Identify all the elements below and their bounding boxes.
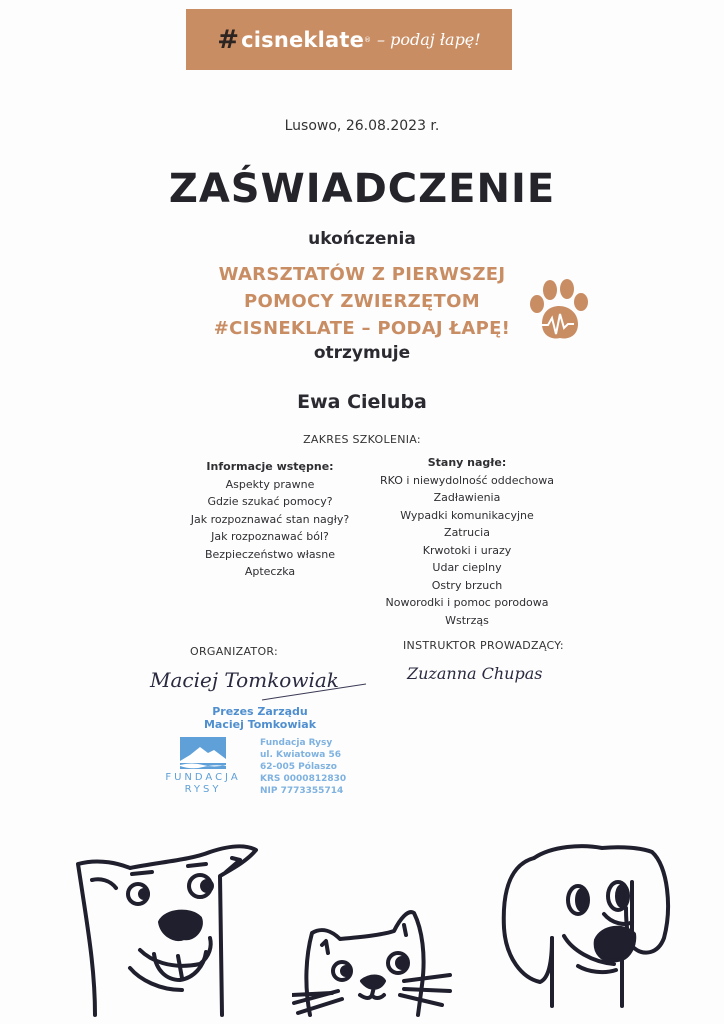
column-heading: Stany nagłe: xyxy=(427,456,507,469)
paw-heartbeat-icon xyxy=(528,278,590,342)
list-item: Aspekty prawne xyxy=(225,477,315,491)
course-line: WARSZTATÓW Z PIERWSZEJ xyxy=(218,264,506,285)
logo-text-line: RYSY xyxy=(184,784,222,795)
organizer-signature: Maciej Tomkowiak xyxy=(150,668,339,692)
column-heading: Informacje wstępne: xyxy=(206,460,334,473)
instructor-label: INSTRUKTOR PROWADZĄCY: xyxy=(403,639,564,652)
address-line: NIP 7773355714 xyxy=(260,786,344,796)
instructor-signature: Zuzanna Chupas xyxy=(407,664,543,683)
list-item: Udar cieplny xyxy=(432,561,502,574)
foundation-logo-text xyxy=(158,772,248,796)
banner-hash: # xyxy=(217,24,240,55)
list-item: Wstrząs xyxy=(445,613,489,627)
recipient-name: Ewa Cieluba xyxy=(297,391,427,413)
list-item: Gdzie szukać pomocy? xyxy=(207,495,333,508)
fundacja-rysy-mountain-icon xyxy=(180,737,226,769)
list-item: Jak rozpoznawać stan nagły? xyxy=(190,512,350,526)
receives-label: otrzymuje xyxy=(313,343,411,363)
logo-text-line: FUNDACJA xyxy=(165,772,241,783)
page-title: ZAŚWIADCZENIE xyxy=(168,166,556,212)
scope-right-column xyxy=(362,454,572,629)
banner-brand: cisneklate xyxy=(241,27,365,52)
course-line: POMOCY ZWIERZĘTOM xyxy=(244,291,480,312)
list-item: Bezpieczeństwo własne xyxy=(204,547,336,561)
list-item: Krwotoki i urazy xyxy=(422,543,512,557)
address-line: KRS 0000812830 xyxy=(260,774,347,784)
stamp-name: Maciej Tomkowiak xyxy=(203,718,317,731)
dog-right-icon xyxy=(492,838,677,1013)
address-line: 62-005 Pólaszo xyxy=(260,762,337,772)
banner-tagline: – podaj łapę! xyxy=(377,30,481,49)
organizer-label: ORGANIZATOR: xyxy=(190,645,279,658)
course-title xyxy=(0,261,724,342)
dog-left-icon xyxy=(70,830,270,1020)
course-line: #CISNEKLATE – PODAJ ŁAPĘ! xyxy=(213,318,511,339)
scope-label: ZAKRES SZKOLENIA: xyxy=(303,433,421,446)
header-banner xyxy=(186,9,512,70)
scope-left-column xyxy=(170,458,370,581)
cat-icon xyxy=(292,895,472,1020)
banner-registered-mark: ® xyxy=(364,35,372,44)
foundation-address xyxy=(260,737,346,797)
list-item: Jak rozpoznawać ból? xyxy=(211,530,329,543)
signature-flourish xyxy=(260,680,370,704)
stamp-role: Prezes Zarządu xyxy=(212,705,308,718)
address-line: Fundacja Rysy xyxy=(260,738,333,748)
list-item: Noworodki i pomoc porodowa xyxy=(385,596,549,609)
address-line: ul. Kwiatowa 56 xyxy=(260,750,342,760)
list-item: Wypadki komunikacyjne xyxy=(400,508,534,522)
list-item: RKO i niewydolność oddechowa xyxy=(380,473,554,487)
list-item: Ostry brzuch xyxy=(431,578,503,592)
organizer-stamp xyxy=(195,705,325,731)
date-line: Lusowo, 26.08.2023 r. xyxy=(284,118,440,134)
list-item: Zatrucia xyxy=(444,526,490,539)
subtitle: ukończenia xyxy=(308,229,416,249)
list-item: Zadławienia xyxy=(433,491,501,504)
list-item: Apteczka xyxy=(244,565,296,578)
